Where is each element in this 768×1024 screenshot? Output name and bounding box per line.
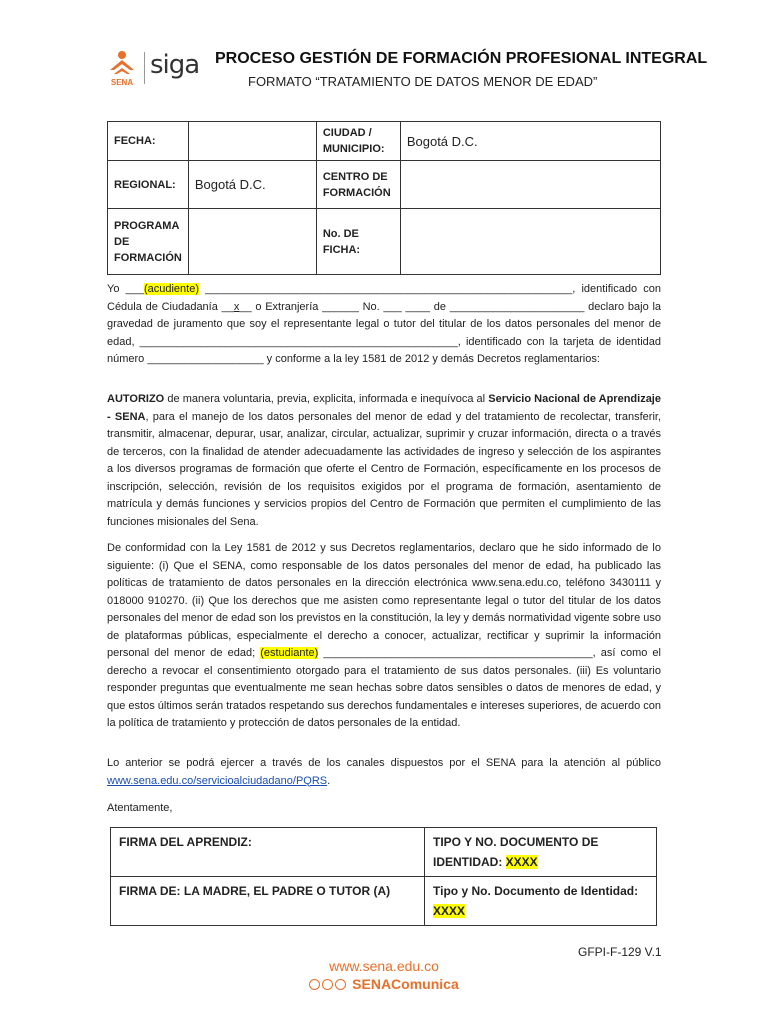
yo-text: Yo ___: [107, 283, 144, 295]
regional-label: REGIONAL:: [108, 161, 189, 209]
closing-text: Atentamente,: [107, 802, 173, 814]
firma-aprendiz-cell[interactable]: [111, 828, 425, 877]
social-handle: SENAComunica: [352, 976, 459, 992]
sena-logo-text: SENA: [110, 78, 134, 87]
document-header: [100, 44, 708, 94]
ficha-label: No. DE FICHA:: [316, 209, 400, 275]
page-subtitle: FORMATO “TRATAMIENTO DE DATOS MENOR DE EDAD”: [248, 74, 598, 89]
x-mark: x: [233, 300, 240, 313]
channels-end: .: [327, 774, 331, 787]
estudiante-highlight: (estudiante): [260, 647, 319, 659]
doc-aprendiz-cell[interactable]: [425, 828, 657, 877]
firma-tutor-label: FIRMA DE: LA MADRE, EL PADRE O TUTOR (A): [119, 884, 391, 898]
declaration-text-b: __ o Extranjería ______ No. ___ ____ de ______________________ declaro bajo la gravedad de juramento que soy el representante legal o tutor del titular de los datos personales del menor de edad, ____________________________________________________, identificado con la tarjeta de identidad número ___________________ y conforme a la ley 1581 de 2012 y demás Decretos reglamentarios:: [107, 300, 661, 365]
doc-tutor-cell[interactable]: [425, 877, 657, 926]
twitter-icon[interactable]: [309, 979, 320, 990]
logo-divider: [144, 52, 145, 84]
doc-aprendiz-label: TIPO Y NO. DOCUMENTO DE IDENTIDAD:: [433, 835, 599, 869]
siga-logo: siga: [150, 50, 200, 80]
firma-aprendiz-label: FIRMA DEL APRENDIZ:: [119, 835, 252, 849]
channels-text: Lo anterior se podrá ejercer a través de los canales dispuestos por el SENA para la atención al público: [107, 757, 661, 769]
autorizo-text: AUTORIZO: [107, 393, 165, 405]
rights-text-b: ____________________________________________, así como el derecho a revocar el consentimiento otorgado para el tratamiento de sus datos personales. (iii) Es voluntario responder preguntas que eventualmente me sean hechas sobre datos sensibles o datos de menores de edad, y que estos últimos serán tratados respetando sus derechos fundamentales e intereses superiores, de acuerdo con la política de tratamiento y protección de datos personales de la entidad.: [107, 647, 661, 729]
facebook-icon[interactable]: [322, 979, 333, 990]
paragraph-authorization: [107, 391, 661, 531]
footer-social: [0, 976, 768, 992]
pqrs-link[interactable]: www.sena.edu.co/servicioalciudadano/PQRS: [107, 774, 328, 787]
paragraph-channels: [107, 755, 661, 790]
rights-text-a: De conformidad con la Ley 1581 de 2012 y sus Decretos reglamentarios, declaro que he sido informado de lo siguiente: (i) Que el SENA, como responsable de los datos personales del menor de edad, ha publicado las políticas de tratamiento de datos personales en la dirección electrónica www.sena.edu.co, teléfono 3430111 y 018000 910270. (ii) Que los derechos que me asisten como representante legal o tutor del titular de los datos personales del menor de edad son los previstos en la constitución, la ley y demás normatividad vigente sobre uso de plataformas públicas, especialmente el derecho a conocer, actualizar, rectificar y suprimir la información personal del menor de edad;: [107, 542, 661, 659]
centro-field[interactable]: [400, 161, 660, 209]
authorization-text-a: de manera voluntaria, previa, explicita, informada e inequívoca al: [164, 393, 489, 405]
paragraph-declaration: [107, 281, 661, 369]
instagram-icon[interactable]: [335, 979, 346, 990]
footer-url[interactable]: www.sena.edu.co: [329, 958, 439, 974]
paragraph-rights: [107, 540, 661, 733]
ficha-field[interactable]: [400, 209, 660, 275]
declaration-text-a: ____________________________________________________________, identificado con Cédula de Ciudadanía __: [107, 283, 662, 313]
doc-tutor-placeholder: XXXX: [433, 904, 466, 918]
fecha-field[interactable]: [188, 122, 316, 161]
doc-aprendiz-placeholder: XXXX: [505, 855, 538, 869]
sena-logo-icon: [104, 48, 140, 88]
authorization-text-b: , para el manejo de los datos personales del menor de edad y del tratamiento de recolectar, transferir, transmitir, almacenar, depurar, usar, analizar, circular, actualizar, suprimir y cruzar información, directa o a través de terceros, con la finalidad de atender adecuadamente las actividades de ingreso y selección de los aspirantes a los diversos programas de formación que oferte el Centro de Formación, específicamente en los procesos de inscripción, selección, revisión de los requisitos exigidos por el programa de formación, asentamiento de matrícula y demás funciones y servicios propios del Centro de Formación que permiten el cumplimiento de las funciones misionales del Sena.: [107, 410, 662, 528]
centro-label: CENTRO DE FORMACIÓN: [316, 161, 400, 209]
programa-field[interactable]: [188, 209, 316, 275]
signature-table: [110, 827, 657, 926]
form-code: GFPI-F-129 V.1: [578, 945, 662, 959]
page-title: PROCESO GESTIÓN DE FORMACIÓN PROFESIONAL INTEGRAL: [215, 50, 708, 67]
ciudad-label: CIUDAD / MUNICIPIO:: [316, 122, 400, 161]
regional-field[interactable]: Bogotá D.C.: [188, 161, 316, 209]
sena-name: Servicio Nacional de Aprendizaje - SENA: [107, 393, 661, 423]
acudiente-highlight: (acudiente): [143, 283, 200, 295]
info-table: [107, 121, 661, 275]
firma-tutor-cell[interactable]: [111, 877, 425, 926]
fecha-label: FECHA:: [108, 122, 189, 161]
programa-label: PROGRAMA DE FORMACIÓN: [108, 209, 189, 275]
doc-tutor-label: Tipo y No. Documento de Identidad:: [433, 884, 639, 898]
ciudad-field[interactable]: Bogotá D.C.: [400, 122, 660, 161]
